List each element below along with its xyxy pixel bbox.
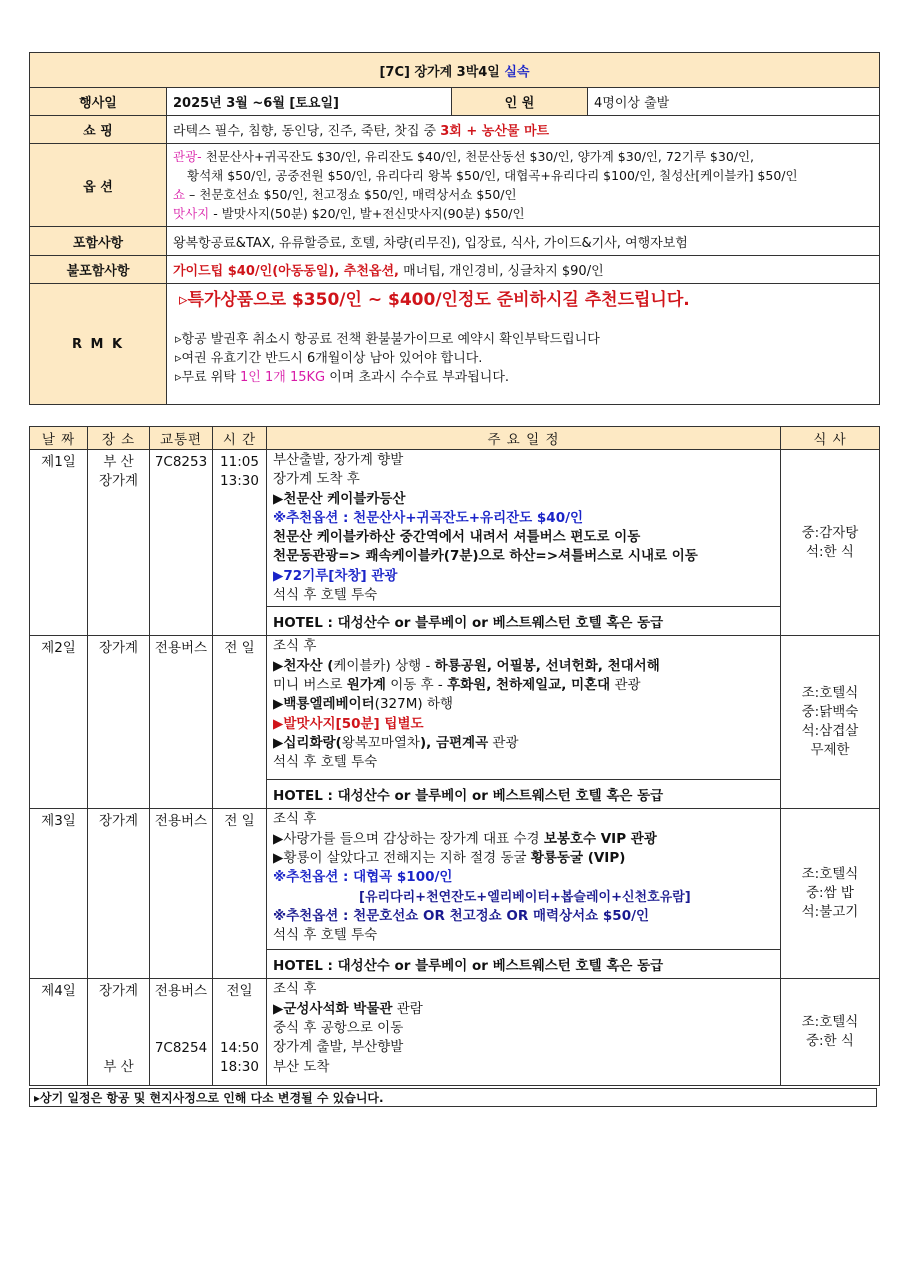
day1-transport: 7C8253 xyxy=(150,450,213,636)
day2-line-7: 석식 후 호텔 투숙 xyxy=(273,754,378,771)
day2-line-3-e: 관광 xyxy=(610,676,641,693)
day2-line-6 xyxy=(273,734,774,753)
rmk-headline: ▹특가상품으로 $350/인 ~ $400/인정도 준비하시길 추천드립니다. xyxy=(179,290,690,310)
rmk-note-3-c: 이며 초과시 수수료 부과됩니다. xyxy=(325,370,510,385)
day3-line-3 xyxy=(273,849,774,868)
day1-meal-2: 석:한 식 xyxy=(806,543,854,560)
day4-meal-1: 조:호텔식 xyxy=(801,1014,859,1031)
day3-line-6: ※추천옵션 : 천문호선쇼 OR 천고정쇼 OR 매력상서쇼 $50/인 xyxy=(273,907,650,924)
page-title xyxy=(30,53,880,88)
options-value xyxy=(167,144,880,227)
day2-line-2-d: 하룡공원, 어필봉, 선녀헌화, 천대서해 xyxy=(434,657,660,674)
day4-line-4: 장가계 출발, 부산향발 xyxy=(273,1039,404,1056)
day1-day: 제1일 xyxy=(30,450,88,636)
shopping-highlight: 3회 + 농산물 마트 xyxy=(440,124,550,139)
excluded-label: 불포함사항 xyxy=(30,256,167,284)
day3-meal-1: 조:호텔식 xyxy=(801,866,859,883)
footnote: ▸상기 일정은 항공 및 현지사정으로 인해 다소 변경될 수 있습니다. xyxy=(29,1088,877,1107)
day2-meal-4: 무제한 xyxy=(810,742,850,759)
day1-meals xyxy=(781,450,880,636)
day4-line-2-b: 관람 xyxy=(392,1000,423,1017)
header-meals: 식 사 xyxy=(781,427,880,450)
day4-row xyxy=(30,979,880,1086)
day4-time-3: 18:30 xyxy=(220,1059,259,1076)
rmk-note-3-a: ▹무료 위탁 xyxy=(175,370,241,385)
rmk-note-2: ▹여권 유효기간 반드시 6개월이상 남아 있어야 합니다. xyxy=(175,351,483,366)
day1-schedule xyxy=(267,450,781,607)
day2-line-4-a: ▶백룡엘레베이터 xyxy=(273,696,375,713)
day3-time: 전 일 xyxy=(213,809,267,979)
date-value: 2025년 3월 ~6월 [토요일] xyxy=(167,88,452,116)
day3-day: 제3일 xyxy=(30,809,88,979)
header-schedule: 주 요 일 정 xyxy=(267,427,781,450)
day4-schedule xyxy=(267,979,781,1086)
day2-line-6-c: ), 금편계곡 xyxy=(419,734,489,751)
day2-line-3 xyxy=(273,676,774,695)
day2-meals xyxy=(781,636,880,809)
title-accent: 실속 xyxy=(504,64,530,80)
day2-time: 전 일 xyxy=(213,636,267,809)
options-massage-tag: 맛사지 xyxy=(173,206,210,221)
day1-line-3: ▶천문산 케이블카등산 xyxy=(273,490,406,507)
day4-time-2: 14:50 xyxy=(220,1040,259,1057)
day4-line-1: 조식 후 xyxy=(273,981,317,998)
excluded-text: 매너팁, 개인경비, 싱글차지 $90/인 xyxy=(398,264,604,279)
excluded-highlight: 가이드팁 $40/인(아동동일), 추천옵션, xyxy=(173,264,399,279)
day3-line-2-a: ▶사랑가를 들으며 감상하는 장가계 대표 수경 xyxy=(273,830,544,847)
day4-line-2 xyxy=(273,1000,774,1019)
people-value: 4명이상 출발 xyxy=(588,88,880,116)
day2-row xyxy=(30,636,880,780)
day4-transport-1: 전용버스 xyxy=(154,983,208,1000)
day3-line-1: 조식 후 xyxy=(273,811,317,828)
options-tour-line2: 황석채 $50/인, 공중전원 $50/인, 유리다리 왕복 $50/인, 대협곡+유리다리 $100/인, 칠성산[케이블카] $50/인 xyxy=(187,168,798,183)
day1-time xyxy=(213,450,267,636)
day3-row xyxy=(30,809,880,950)
options-tour-text1: 천문산사+귀곡잔도 $30/인, 유리잔도 $40/인, 천문산동선 $30/인, 양가계 $30/인, 72기루 $30/인, xyxy=(201,149,755,164)
options-massage-text: - 발맛사지(50분) $20/인, 발+전신맛사지(90분) $50/인 xyxy=(209,206,525,221)
day2-line-3-b: 원가계 xyxy=(346,676,386,693)
shopping-text: 라텍스 필수, 침향, 동인당, 진주, 죽탄, 찻집 중 xyxy=(173,124,441,139)
day4-place xyxy=(88,979,150,1086)
rmk-value xyxy=(167,284,880,405)
day3-line-7: 석식 후 호텔 투숙 xyxy=(273,927,378,944)
header-day: 날 짜 xyxy=(30,427,88,450)
day2-line-2-b: 케이블카 xyxy=(333,657,386,674)
day3-place: 장가계 xyxy=(88,809,150,979)
shopping-label: 쇼 핑 xyxy=(30,116,167,144)
day3-line-3-b: 황룡동굴 (VIP) xyxy=(530,849,626,866)
day4-transport xyxy=(150,979,213,1086)
day1-meal-1: 중:감자탕 xyxy=(801,524,859,541)
day4-line-5: 부산 도착 xyxy=(273,1058,330,1075)
options-show-tag: 쇼 xyxy=(173,187,186,202)
day2-line-6-b: 왕복꼬마열차 xyxy=(341,734,420,751)
day2-schedule xyxy=(267,636,781,780)
day2-meal-2: 중:닭백숙 xyxy=(801,704,859,721)
day3-line-2-b: 보봉호수 VIP 관광 xyxy=(543,830,657,847)
date-label: 행사일 xyxy=(30,88,167,116)
options-tour-line1 xyxy=(173,147,873,166)
day3-transport: 전용버스 xyxy=(150,809,213,979)
day4-place-2: 부 산 xyxy=(103,1059,134,1076)
day3-line-2 xyxy=(273,830,774,849)
day4-line-3: 중식 후 공항으로 이동 xyxy=(273,1019,404,1036)
day2-line-3-c: 이동 후 - xyxy=(385,676,448,693)
day1-line-2: 장가계 도착 후 xyxy=(273,471,360,488)
header-place: 장 소 xyxy=(88,427,150,450)
excluded-value xyxy=(167,256,880,284)
shopping-value xyxy=(167,116,880,144)
day2-line-1: 조식 후 xyxy=(273,638,317,655)
day2-line-6-a: ▶십리화랑( xyxy=(273,734,342,751)
options-show-line xyxy=(173,185,873,204)
day4-place-1: 장가계 xyxy=(98,983,139,1000)
rmk-note-3 xyxy=(175,368,871,387)
day2-line-4 xyxy=(273,695,774,714)
day4-meal-2: 중:한 식 xyxy=(806,1033,854,1050)
day2-line-2-a: ▶천자산 ( xyxy=(273,657,334,674)
options-tour-tag: 관광- xyxy=(173,149,202,164)
day4-time-1: 전일 xyxy=(226,983,253,1000)
day3-meal-2: 중:쌈 밥 xyxy=(806,885,854,902)
rmk-note-1: ▹항공 발권후 취소시 항공료 전책 환불불가이므로 예약시 확인부탁드립니다 xyxy=(175,332,600,347)
day2-line-3-a: 미니 버스로 xyxy=(273,676,347,693)
rmk-label: R M K xyxy=(30,284,167,405)
day3-line-5: [유리다리+천연잔도+엘리베이터+봅슬레이+신천호유람] xyxy=(359,889,691,905)
day2-line-2 xyxy=(273,657,774,676)
day2-line-3-d: 후화원, 천하제일교, 미혼대 xyxy=(447,676,611,693)
day4-line-2-a: ▶군성사석화 박물관 xyxy=(273,1000,393,1017)
day2-meal-3: 석:삼겹살 xyxy=(801,723,859,740)
day3-line-4: ※추천옵션 : 대협곡 $100/인 xyxy=(273,869,453,886)
day1-row xyxy=(30,450,880,607)
day3-meals xyxy=(781,809,880,979)
day1-time-1: 11:05 xyxy=(220,454,259,470)
day2-day: 제2일 xyxy=(30,636,88,809)
title-prefix: [7C] 장가계 3박4일 xyxy=(379,64,505,80)
day2-meal-1: 조:호텔식 xyxy=(801,685,859,702)
day1-place-1: 부 산 xyxy=(103,454,134,470)
day2-place: 장가계 xyxy=(88,636,150,809)
included-label: 포함사항 xyxy=(30,227,167,256)
day2-line-2-c: ) 상행 - xyxy=(385,657,435,674)
day1-place-2: 장가계 xyxy=(98,473,139,489)
day3-meal-3: 석:불고기 xyxy=(801,904,859,921)
included-value: 왕복항공료&TAX, 유류할증료, 호텔, 차량(리무진), 입장료, 식사, 가이드&기사, 여행자보험 xyxy=(167,227,880,256)
day3-hotel: HOTEL : 대성산수 or 블루베이 or 베스트웨스턴 호텔 혹은 동급 xyxy=(267,950,781,979)
day1-line-6: 천문동관광=> 쾌속케이블카(7분)으로 하산=>셔틀버스로 시내로 이동 xyxy=(273,548,698,565)
day2-transport: 전용버스 xyxy=(150,636,213,809)
rmk-note-3-b: 1인 1개 15KG xyxy=(240,370,326,385)
day2-hotel: HOTEL : 대성산수 or 블루베이 or 베스트웨스턴 호텔 혹은 동급 xyxy=(267,780,781,809)
day2-line-6-d: 관광 xyxy=(488,734,519,751)
options-massage-line xyxy=(173,204,873,223)
header-time: 시 간 xyxy=(213,427,267,450)
day1-line-4: ※추천옵션 : 천문산사+귀곡잔도+유리잔도 $40/인 xyxy=(273,509,584,526)
day4-day: 제4일 xyxy=(30,979,88,1086)
options-label: 옵 션 xyxy=(30,144,167,227)
day1-line-5: 천문산 케이블카하산 중간역에서 내려서 셔틀버스 편도로 이동 xyxy=(273,529,641,546)
day3-schedule xyxy=(267,809,781,950)
day2-line-5: ▶발맛사지[50분] 팁별도 xyxy=(273,715,424,732)
day4-meals xyxy=(781,979,880,1086)
day3-line-3-a: ▶황룡이 살았다고 전해지는 지하 절경 동굴 xyxy=(273,849,531,866)
people-label: 인 원 xyxy=(452,88,588,116)
day4-time xyxy=(213,979,267,1086)
itinerary-header-row xyxy=(30,427,880,450)
day1-line-7: ▶72기루[차창] 관광 xyxy=(273,567,398,584)
itinerary-table xyxy=(29,426,880,1086)
day1-line-1: 부산출발, 장가계 향발 xyxy=(273,452,404,468)
day1-place xyxy=(88,450,150,636)
day1-line-8: 석식 후 호텔 투숙 xyxy=(273,587,378,604)
day4-transport-2: 7C8254 xyxy=(154,1040,208,1057)
options-show-text: – 천문호선쇼 $50/인, 천고정쇼 $50/인, 매력상서쇼 $50/인 xyxy=(185,187,517,202)
day2-line-4-b: (327M) 하행 xyxy=(374,696,453,713)
day1-hotel: HOTEL : 대성산수 or 블루베이 or 베스트웨스턴 호텔 혹은 동급 xyxy=(267,607,781,636)
day1-time-2: 13:30 xyxy=(220,473,259,489)
summary-table xyxy=(29,52,880,405)
header-transport: 교통편 xyxy=(150,427,213,450)
